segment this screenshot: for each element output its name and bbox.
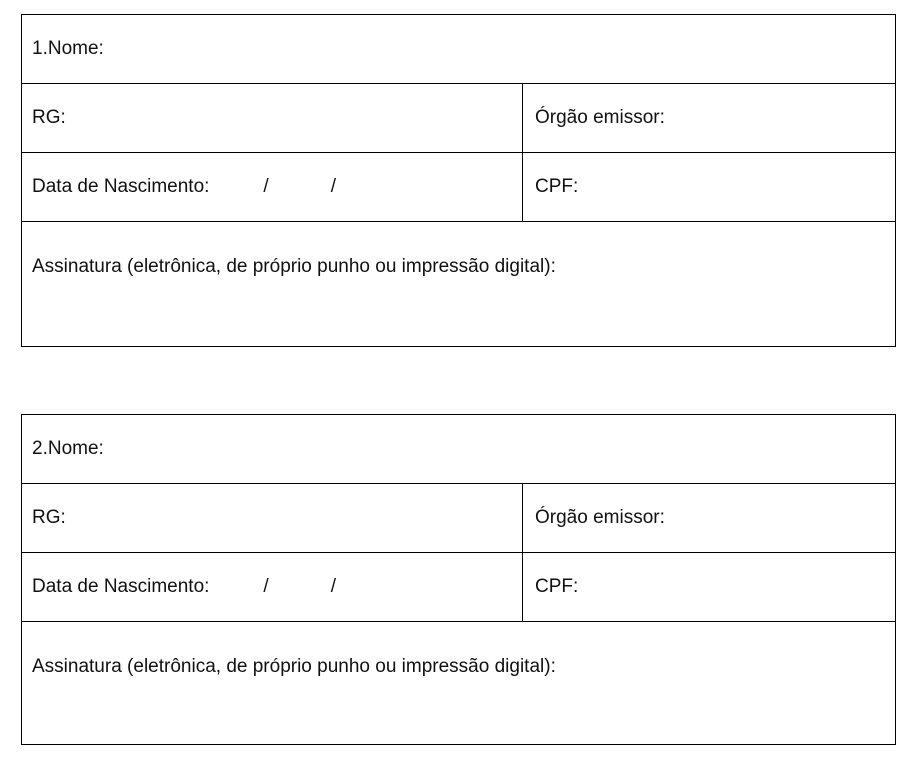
signature-field[interactable]	[22, 222, 895, 278]
rg-label: RG:	[32, 507, 66, 528]
cpf-label: CPF:	[535, 576, 579, 597]
birth-date-field[interactable]	[22, 553, 523, 621]
rg-field[interactable]	[22, 484, 523, 552]
signatory-form-1	[21, 14, 896, 347]
signatory-form-2	[21, 414, 896, 745]
date-separator: /	[330, 576, 336, 597]
name-row	[22, 15, 895, 84]
date-separator: /	[330, 176, 336, 197]
signature-row	[22, 622, 895, 746]
cpf-label: CPF:	[535, 176, 579, 197]
rg-row	[22, 484, 895, 553]
rg-row	[22, 84, 895, 153]
signature-row	[22, 222, 895, 346]
issuing-authority-field[interactable]	[523, 84, 895, 152]
issuing-authority-label: Órgão emissor:	[535, 507, 665, 528]
birth-date-label: Data de Nascimento:	[32, 176, 210, 197]
name-field[interactable]	[22, 15, 895, 83]
name-label: 2.Nome:	[32, 438, 104, 459]
birth-date-field[interactable]	[22, 153, 523, 221]
name-row	[22, 415, 895, 484]
rg-field[interactable]	[22, 84, 523, 152]
date-separator: /	[263, 576, 269, 597]
birth-cpf-row	[22, 153, 895, 222]
issuing-authority-label: Órgão emissor:	[535, 107, 665, 128]
signature-field[interactable]	[22, 622, 895, 678]
rg-label: RG:	[32, 107, 66, 128]
issuing-authority-field[interactable]	[523, 484, 895, 552]
birth-date-label: Data de Nascimento:	[32, 576, 210, 597]
cpf-field[interactable]	[523, 553, 895, 621]
name-field[interactable]	[22, 415, 895, 483]
date-separator: /	[263, 176, 269, 197]
name-label: 1.Nome:	[32, 38, 104, 59]
cpf-field[interactable]	[523, 153, 895, 221]
signature-label: Assinatura (eletrônica, de próprio punho ou impressão digital):	[32, 656, 556, 677]
signature-label: Assinatura (eletrônica, de próprio punho ou impressão digital):	[32, 256, 556, 277]
birth-cpf-row	[22, 553, 895, 622]
